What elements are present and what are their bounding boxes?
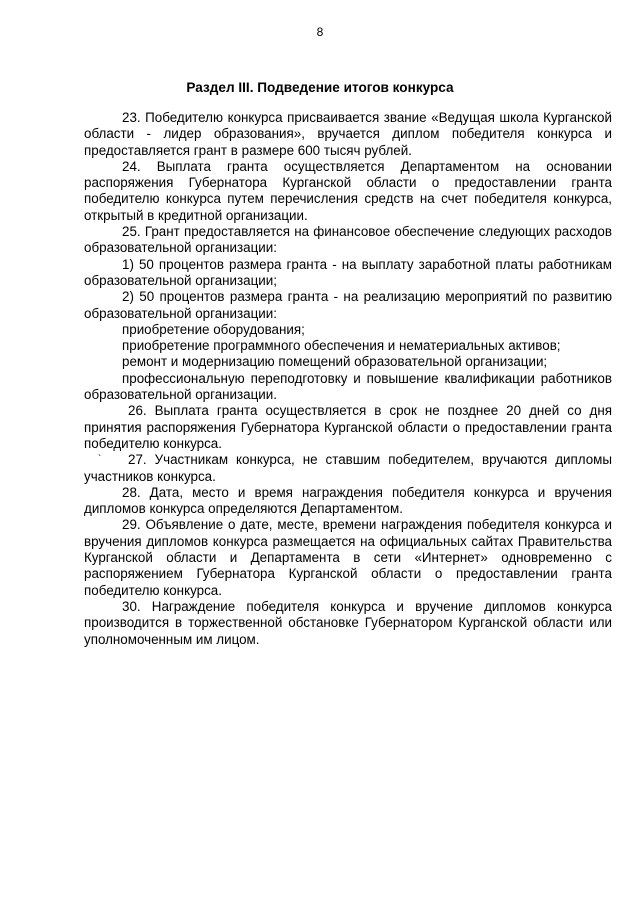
scan-speck: ˋ — [98, 454, 102, 465]
list-item-renovation: ремонт и модернизацию помещений образовательной организации; — [122, 354, 548, 370]
list-item-software: приобретение программного обеспечения и нематериальных активов; — [122, 338, 561, 354]
paragraph-23: 23. Победителю конкурса присваивается звание «Ведущая школа Курганской области - лидер образования», вручается диплом победителя конкурса и предоставляется грант в размере 600 тысяч рублей. — [84, 110, 612, 158]
paragraph-26: 26. Выплата гранта осуществляется в срок не позднее 20 дней со дня принятия распоряжения Губернатора Курганской области о предоставлении гранта победителю конкурса. — [84, 403, 612, 451]
paragraph-25-item-2: 2) 50 процентов размера гранта - на реализацию мероприятий по развитию образовательной организации: — [84, 289, 612, 321]
paragraph-25-item-1: 1) 50 процентов размера гранта - на выплату заработной платы работникам образовательной организации; — [84, 256, 612, 288]
list-item-equipment: приобретение оборудования; — [122, 321, 305, 337]
paragraph-24: 24. Выплата гранта осуществляется Департаментом на основании распоряжения Губернатора Курганской области о предоставлении гранта победителю конкурса путем перечисления средств на счет победителя конкурса, открытый в кредитной организации. — [84, 158, 612, 223]
paragraph-27: 27. Участникам конкурса, не ставшим победителем, вручаются дипломы участников конкурса. — [84, 452, 612, 484]
paragraph-25: 25. Грант предоставляется на финансовое обеспечение следующих расходов образовательной организации: — [84, 224, 612, 256]
paragraph-29: 29. Объявление о дате, месте, времени награждения победителя конкурса и вручения дипломов конкурса размещается на официальных сайтах Правительства Курганской области и Департамента в сети «Интернет» одновременно с распоряжением Губернатора Курганской области о предоставлении гранта победителю конкурса. — [84, 517, 612, 598]
paragraph-28: 28. Дата, место и время награждения победителя конкурса и вручения дипломов конкурса определяются Департаментом. — [84, 484, 612, 517]
document-body — [84, 110, 612, 648]
paragraph-30: 30. Награждение победителя конкурса и вручение дипломов конкурса производится в торжественной обстановке Губернатором Курганской области или уполномоченным им лицом. — [84, 598, 612, 647]
list-item-training: профессиональную переподготовку и повышение квалификации работников образовательной организации. — [84, 370, 612, 403]
page-number: 8 — [316, 25, 324, 39]
section-title: Раздел III. Подведение итогов конкурса — [186, 80, 454, 95]
